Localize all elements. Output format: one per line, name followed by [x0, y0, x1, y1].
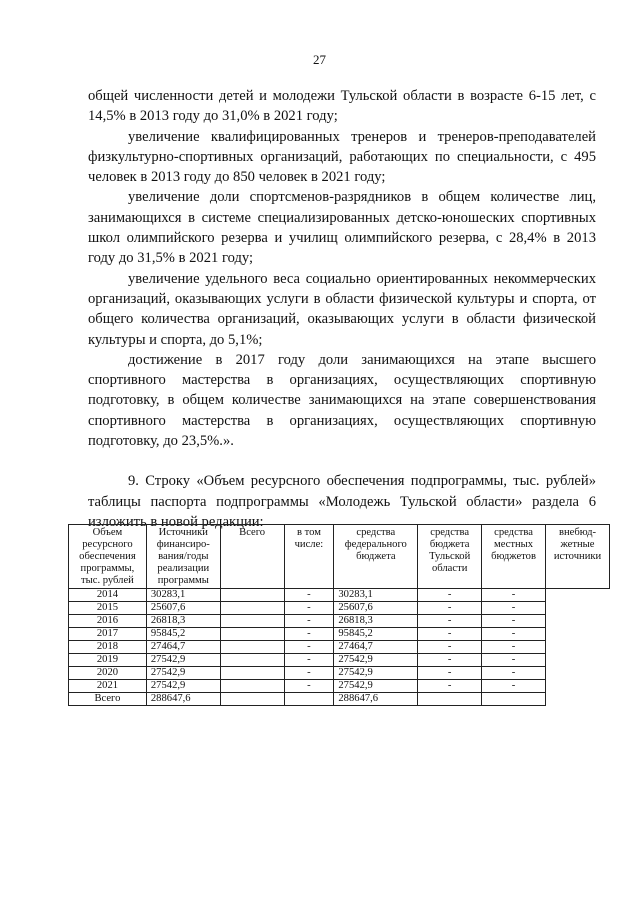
cell-incl: [220, 628, 284, 641]
table-row: [69, 680, 610, 693]
cell-extra: -: [482, 680, 546, 693]
cell-local: -: [418, 641, 482, 654]
cell-local: -: [418, 628, 482, 641]
cell-local: -: [418, 602, 482, 615]
cell-federal: [284, 693, 334, 706]
cell-regional: 95845,2: [334, 628, 418, 641]
cell-extra: [482, 693, 546, 706]
item-9-paragraph: 9. Строку «Объем ресурсного обеспечения подпрограммы, тыс. рублей» таблицы паспорта подпрограммы «Молодежь Тульской области» раздела 6 изложить в новой редакции:: [88, 473, 596, 530]
cell-incl: [220, 693, 284, 706]
cell-extra: -: [482, 654, 546, 667]
cell-local: -: [418, 589, 482, 602]
paragraph-3: увеличение доли спортсменов-разрядников в общем количестве лиц, занимающихся в системе специализированных детско-юношеских спортивных школ олимпийского резерва и училищ олимпийского резерва, с 28,4% в 2013 году до 31,5% в 2021 году;: [88, 189, 596, 267]
cell-year: 2019: [69, 654, 147, 667]
paragraph-5: достижение в 2017 году доли занимающихся на этапе высшего спортивного мастерства в организациях, осуществляющих спортивную подготовку, в общем количестве занимающихся на этапе совершенствования спортивного мастерства в организациях, осуществляющих спортивную подготовку, до 23,5%.».: [88, 351, 596, 450]
table-row: [69, 602, 610, 615]
cell-federal: -: [284, 667, 334, 680]
cell-local: -: [418, 667, 482, 680]
header-federal: средства федерального бюджета: [334, 525, 418, 589]
header-including: в том числе:: [284, 525, 334, 589]
cell-total: 25607,6: [146, 602, 220, 615]
cell-total: 27464,7: [146, 641, 220, 654]
paragraph-4: увеличение удельного веса социально ориентированных некоммерческих организаций, оказывающих услуги в области физической культуры и спорта, от общего количества организаций, оказывающих услуги в области физической культуры и спорта, до 5,1%;: [88, 270, 596, 348]
cell-year: 2020: [69, 667, 147, 680]
cell-regional: 288647,6: [334, 693, 418, 706]
cell-incl: [220, 667, 284, 680]
page-number: 27: [313, 52, 326, 67]
header-local: средства местных бюджетов: [482, 525, 546, 589]
cell-total: 27542,9: [146, 654, 220, 667]
cell-local: -: [418, 680, 482, 693]
cell-regional: 27464,7: [334, 641, 418, 654]
header-sources: Источники финансиро-вания/годы реализации программы: [146, 525, 220, 589]
cell-year: 2016: [69, 615, 147, 628]
cell-year: 2018: [69, 641, 147, 654]
cell-regional: 27542,9: [334, 654, 418, 667]
cell-regional: 27542,9: [334, 667, 418, 680]
document-body: [88, 86, 596, 532]
cell-total: 27542,9: [146, 680, 220, 693]
cell-federal: -: [284, 628, 334, 641]
cell-incl: [220, 641, 284, 654]
cell-incl: [220, 680, 284, 693]
cell-total: 30283,1: [146, 589, 220, 602]
header-regional: средства бюджета Тульской области: [418, 525, 482, 589]
resource-table: [68, 524, 610, 706]
cell-year: 2014: [69, 589, 147, 602]
table-row: [69, 654, 610, 667]
table-total-row: [69, 693, 610, 706]
table-row: [69, 589, 610, 602]
cell-federal: -: [284, 589, 334, 602]
cell-total: 26818,3: [146, 615, 220, 628]
paragraph-1: общей численности детей и молодежи Тульской области в возрасте 6-15 лет, с 14,5% в 2013 году до 31,0% в 2021 году;: [88, 88, 596, 125]
cell-total: 95845,2: [146, 628, 220, 641]
cell-incl: [220, 589, 284, 602]
cell-regional: 27542,9: [334, 680, 418, 693]
cell-extra: -: [482, 667, 546, 680]
cell-incl: [220, 615, 284, 628]
cell-local: -: [418, 615, 482, 628]
cell-total: 27542,9: [146, 667, 220, 680]
table-row: [69, 641, 610, 654]
cell-regional: 25607,6: [334, 602, 418, 615]
cell-regional: 30283,1: [334, 589, 418, 602]
cell-incl: [220, 602, 284, 615]
cell-federal: -: [284, 680, 334, 693]
table-row: [69, 667, 610, 680]
cell-total: 288647,6: [146, 693, 220, 706]
cell-extra: -: [482, 641, 546, 654]
table-label-cell: Объем ресурсного обеспечения программы, тыс. рублей: [69, 525, 147, 589]
cell-local: -: [418, 654, 482, 667]
cell-year: Всего: [69, 693, 147, 706]
cell-federal: -: [284, 615, 334, 628]
cell-federal: -: [284, 641, 334, 654]
cell-federal: -: [284, 654, 334, 667]
cell-extra: -: [482, 602, 546, 615]
cell-year: 2021: [69, 680, 147, 693]
cell-extra: -: [482, 628, 546, 641]
table-row: [69, 615, 610, 628]
cell-local: [418, 693, 482, 706]
cell-year: 2017: [69, 628, 147, 641]
cell-extra: -: [482, 615, 546, 628]
paragraph-2: увеличение квалифицированных тренеров и тренеров-преподавателей физкультурно-спортивных организаций, работающих по специальности, с 495 человек в 2013 году до 850 человек в 2021 году;: [88, 128, 596, 186]
cell-regional: 26818,3: [334, 615, 418, 628]
cell-extra: -: [482, 589, 546, 602]
table-header-row: [69, 525, 610, 589]
header-extra: внебюд-жетные источники: [546, 525, 610, 589]
cell-federal: -: [284, 602, 334, 615]
cell-year: 2015: [69, 602, 147, 615]
header-total: Всего: [220, 525, 284, 589]
cell-incl: [220, 654, 284, 667]
table-row: [69, 628, 610, 641]
